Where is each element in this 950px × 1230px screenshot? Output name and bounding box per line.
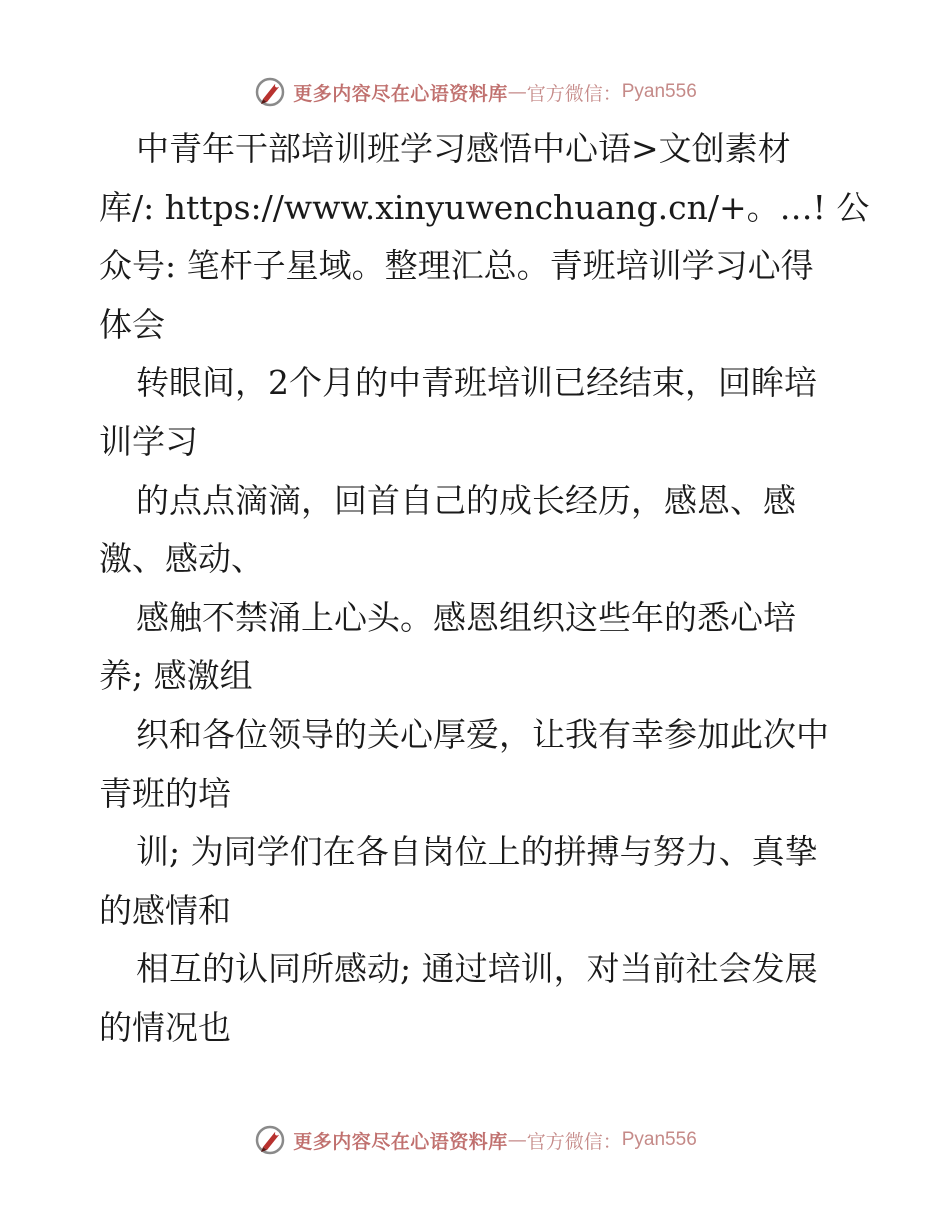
footer-watermark	[0, 1120, 950, 1160]
text-line: 训; 为同学们在各自岗位上的拼搏与努力、真挚	[136, 832, 818, 872]
text-line: 的情况也	[99, 1007, 231, 1047]
text-line: 织和各位领导的关心厚爱，让我有幸参加此次中	[136, 714, 829, 754]
pen-logo-icon	[253, 75, 287, 109]
text-line: 感触不禁涌上心头。感恩组织这些年的悉心培	[136, 597, 796, 637]
text-line: 众号: 笔杆子星域。整理汇总。青班培训学习心得	[99, 246, 814, 286]
text-line: 的点点滴滴，回首自己的成长经历，感恩、感	[136, 480, 796, 520]
text-line: 体会	[99, 304, 165, 344]
text-line: 训学习	[99, 421, 198, 461]
text-line: 转眼间，2个月的中青班培训已经结束，回眸培	[136, 363, 817, 403]
text-line: 中青年干部培训班学习感悟中心语>文创素材	[136, 129, 791, 168]
document-body	[99, 120, 870, 1058]
watermark-main-text: 更多内容尽在心语资料库	[293, 1130, 508, 1153]
watermark-wechat-label: 官方微信：	[526, 1130, 622, 1153]
text-line: 养; 感激组	[99, 656, 253, 696]
watermark-separator: —	[507, 81, 527, 103]
watermark-wechat-id: Pyan556	[621, 1129, 697, 1150]
text-line: 青班的培	[99, 773, 231, 813]
text-line: 库/: https://www.xinyuwenchuang.cn/+。…! 公	[99, 187, 870, 227]
text-line: 的感情和	[99, 890, 231, 930]
text-line: 相互的认同所感动; 通过培训，对当前社会发展	[136, 949, 818, 989]
text-line: 激、感动、	[99, 539, 264, 579]
watermark-wechat-label: 官方微信：	[526, 82, 622, 105]
pen-logo-icon	[253, 1123, 287, 1157]
watermark-wechat-id: Pyan556	[621, 81, 697, 102]
header-watermark	[0, 72, 950, 112]
watermark-main-text: 更多内容尽在心语资料库	[293, 82, 508, 105]
watermark-separator: —	[507, 1129, 527, 1151]
